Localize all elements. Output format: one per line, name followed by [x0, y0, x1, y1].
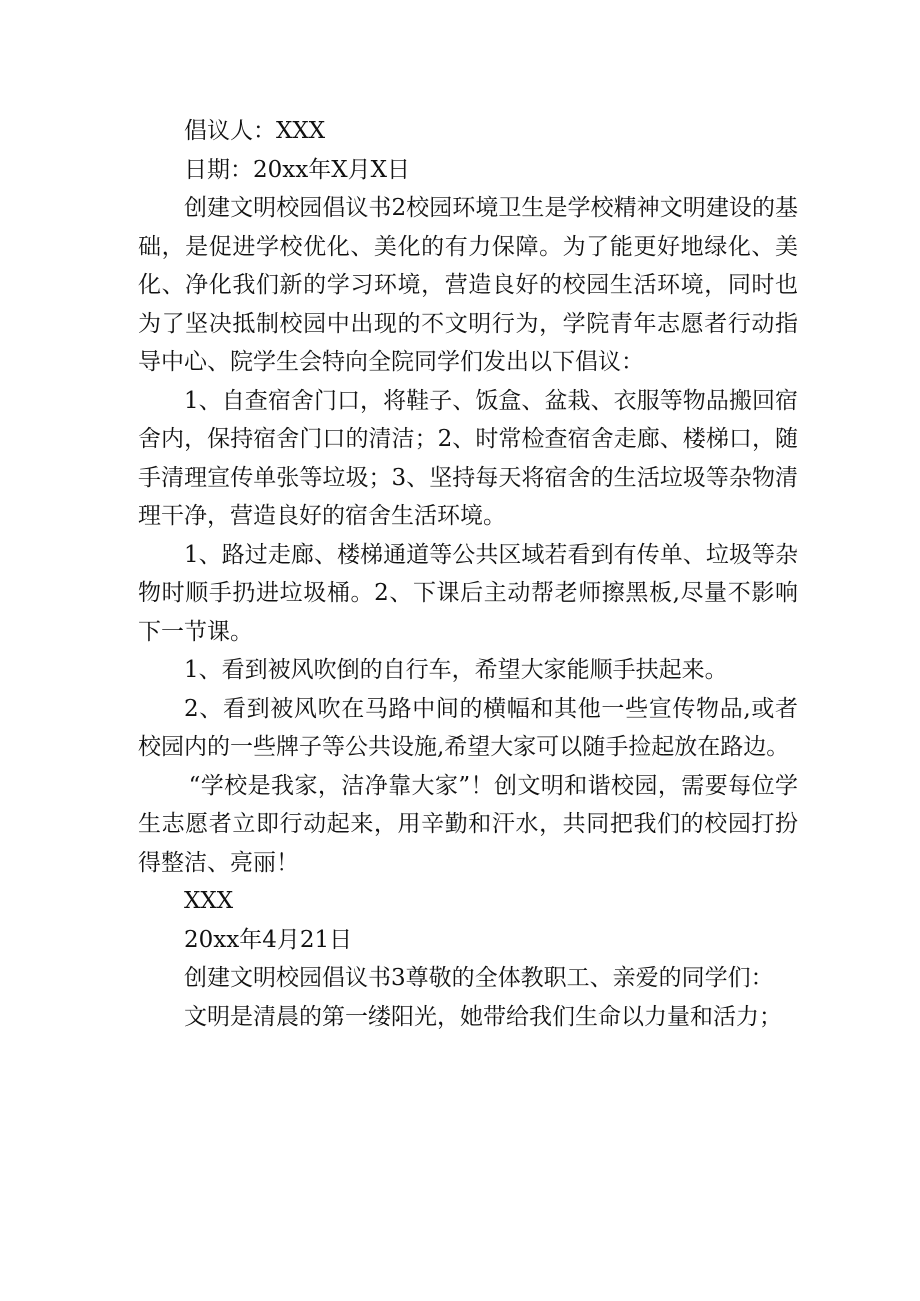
next-letter-first-line: 文明是清晨的第一缕阳光，她带给我们生命以力量和活力； [184, 1003, 782, 1030]
signed-date: 20xx年4月21日 [184, 926, 353, 953]
paragraph-intro: 创建文明校园倡议书2校园环境卫生是学校精神文明建设的基础，是促进学校优化、美化的有力保障。为了能更好地绿化、美化、净化我们新的学习环境，营造良好的校园生活环境，同时也为了坚决抵制校园中出现的不文明行为，学院青年志愿者行动指导中心、院学生会特向全院同学们发出以下倡议： [138, 195, 798, 375]
next-letter-title: 创建文明校园倡议书3尊敬的全体教职工、亲爱的同学们： [184, 965, 774, 991]
paragraph-dorm: 1、自查宿舍门口，将鞋子、饭盒、盆栽、衣服等物品搬回宿舍内，保持宿舍门口的清洁；2、时常检查宿舍走廊、楼梯口，随手清理宣传单张等垃圾；3、坚持每天将宿舍的生活垃圾等杂物清理干净，营造良好的宿舍生活环境。 [138, 387, 798, 529]
document-body [138, 112, 798, 1036]
paragraph-banners: 2、看到被风吹在马路中间的横幅和其他一些宣传物品,或者校园内的一些牌子等公共设施,希望大家可以随手捡起放在路边。 [138, 695, 798, 760]
signature-date: 日期：20xx年X月X日 [184, 156, 410, 183]
paragraph-bicycle: 1、看到被风吹倒的自行车，希望大家能顺手扶起来。 [184, 657, 728, 683]
signature-name: 倡议人：XXX [184, 118, 326, 144]
paragraph-public-area: 1、路过走廊、楼梯通道等公共区域若看到有传单、垃圾等杂物时顺手扔进垃圾桶。2、下课后主动帮老师擦黑板,尽量不影响下一节课。 [138, 541, 798, 645]
signer: XXX [184, 888, 234, 914]
paragraph-closing: “学校是我家，洁净靠大家”！创文明和谐校园，需要每位学生志愿者立即行动起来，用辛勤和汗水，共同把我们的校园打扮得整洁、亮丽！ [138, 772, 798, 876]
